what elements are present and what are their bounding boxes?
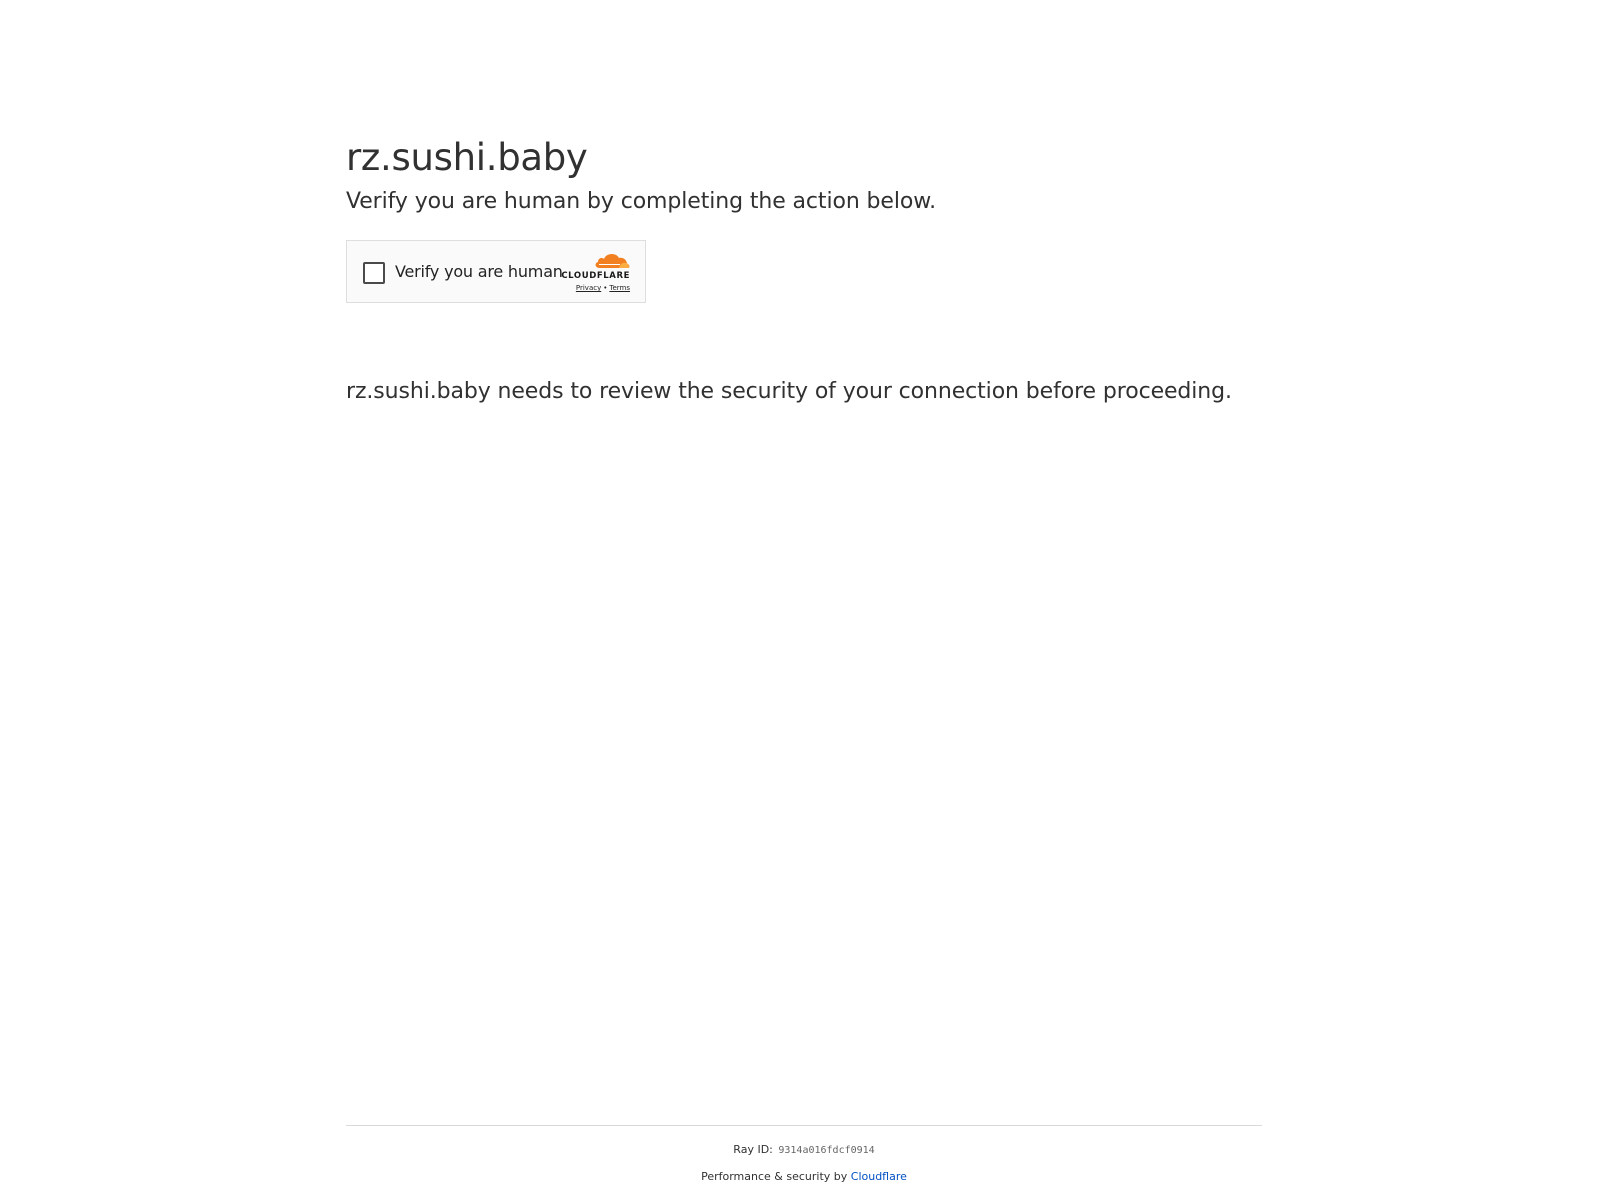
verify-checkbox-label[interactable]: Verify you are human <box>395 262 563 281</box>
cloudflare-link[interactable]: Cloudflare <box>850 1170 907 1183</box>
privacy-link[interactable]: Privacy <box>575 284 602 292</box>
cloudflare-wordmark: CLOUDFLARE <box>561 271 630 281</box>
widget-links <box>576 284 630 293</box>
main-content <box>346 132 1266 409</box>
verify-checkbox[interactable] <box>363 262 385 284</box>
turnstile-widget[interactable] <box>346 240 646 303</box>
verification-subtitle: Verify you are human by completing the action below. <box>346 189 936 214</box>
cloudflare-cloud-icon <box>592 251 630 269</box>
ray-id-label: Ray ID: <box>733 1143 773 1156</box>
security-review-text: rz.sushi.baby needs to review the security of your connection before proceeding. <box>346 379 1232 404</box>
ray-id-value: 9314a016fdcf0914 <box>778 1145 875 1156</box>
footer <box>346 1125 1262 1185</box>
performance-text: Performance & security by <box>701 1170 848 1183</box>
page-title: rz.sushi.baby <box>346 136 588 179</box>
link-separator: • <box>603 284 608 292</box>
terms-link[interactable]: Terms <box>609 284 630 292</box>
cloudflare-logo <box>554 251 630 291</box>
ray-id-line <box>346 1142 1262 1159</box>
performance-line <box>346 1169 1262 1185</box>
